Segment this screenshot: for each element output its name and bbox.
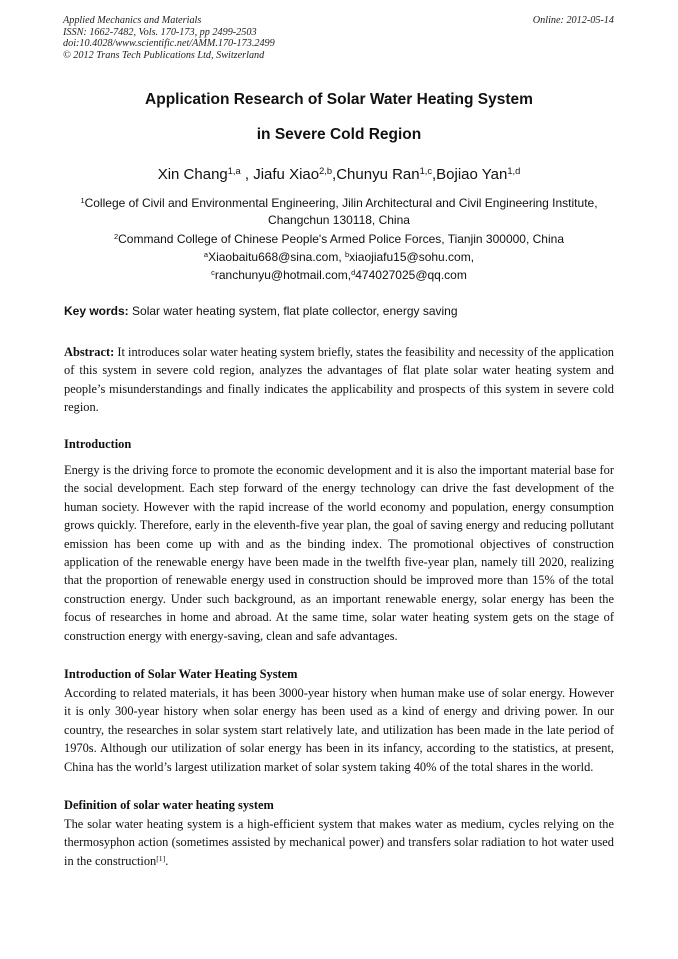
author-separator: , [240,166,254,183]
section-heading-definition: Definition of solar water heating system [64,798,274,812]
abstract-text: It introduces solar water heating system briefly, states the feasibility and necessity of the application of this system in severe cold region, analyzes the advantages of flat plate solar water heating system and people’s misunderstandings and finally indicates the applicability and prospects of this system in severe cold region. [64,345,614,415]
definition-end: . [165,853,169,868]
introduction-paragraph: Energy is the driving force to promote the economic development and it is also the important material base for the social development. Each step forward of the energy technology can drive the fast development of the human society. However with the rapid increase of the world economy and population, energy consumption grows quickly. Therefore, early in the eleventh-five year plan, the goal of saving energy and reducing pollutant emission has been come up with and as the binding index. The promotional objectives of construction application of the renewable energy have been made in the twelfth five-year plan, namely till 2020, realizing that the proportion of renewable energy used in construction should be improved more than 15% of the total construction energy. Under such background, as an important renewable energy, solar energy has been the focus of researches in home and abroad. At the same time, solar water heating system gets on the stage of construction energy with energy-saving, clean and safe advantages. [64,463,614,643]
paper-title-line-2: in Severe Cold Region [256,126,422,143]
definition-paragraph [64,815,614,870]
email-sup: d [351,267,356,277]
affiliation-text: College of Civil and Environmental Engineering, Jilin Architectural and Civil Engineering Institute, [84,196,598,210]
journal-copyright: © 2012 Trans Tech Publications Ltd, Switzerland [63,49,265,61]
keywords [64,304,616,318]
email-sup: a [203,249,209,259]
author-separator: , [432,166,437,183]
keywords-label: Key words: [64,304,129,318]
email-address-c[interactable]: ranchunyu@hotmail.com, [214,268,352,282]
journal-name: Applied Mechanics and Materials [63,15,202,26]
affiliation-text: Command College of Chinese People's Armed Police Forces, Tianjin 300000, China [118,232,564,246]
author-list [60,166,618,183]
section-heading-intro-swhs: Introduction of Solar Water Heating System [64,667,298,681]
email-address-a[interactable]: Xiaobaitu668@sina.com, [208,250,345,264]
keywords-text: Solar water heating system, flat plate collector, energy saving [128,304,458,318]
affiliation-2 [60,231,618,247]
email-address-b[interactable]: xiaojiafu15@sohu.com, [349,250,475,264]
author-name: Bojiao Yan [436,166,508,183]
author-affil-sup: 2,b [319,165,333,176]
email-sup: b [345,249,350,259]
email-address-d[interactable]: 474027025@qq.com [355,268,467,282]
affiliation-sup: 1 [80,195,85,205]
affiliation-1-line-2: Changchun 130118, China [268,213,410,227]
email-line-1 [60,249,618,265]
author-affil-sup: 1,a [227,165,241,176]
author-name: Xin Chang [157,166,228,183]
definition-text: The solar water heating system is a high-efficient system that makes water as medium, cycles relying on the thermosyphon action (sometimes assisted by mechanical power) and transfers solar radiation to hot water used in the construction [64,817,614,868]
author-separator: , [332,166,337,183]
paper-title-line-1: Application Research of Solar Water Heating System [145,91,533,108]
online-date: Online: 2012-05-14 [532,15,614,26]
author-name: Jiafu Xiao [253,166,320,183]
affiliation-1-line-1 [60,195,618,211]
affiliation-sup: 2 [113,231,119,241]
abstract-label: Abstract: [64,345,115,359]
email-line-2 [60,267,618,283]
section-heading-introduction: Introduction [64,437,132,451]
journal-header [63,15,275,61]
author-name: Chunyu Ran [336,166,420,183]
abstract [64,343,614,417]
intro-swhs-paragraph: According to related materials, it has been 3000-year history when human make use of solar energy. However it is only 300-year history when solar energy has been used as a kind of energy and driving power. In our country, the researches in solar system start relatively late, and utilization has been made in the late period of 1970s. Although our utilization of solar energy has been in its infancy, according to the statistics, at present, China has the world’s largest utilization market of solar system taking 40% of the total shares in the world. [64,686,614,774]
email-sup: c [211,267,215,277]
author-affil-sup: 1,d [507,165,521,176]
journal-issn: ISSN: 1662-7482, Vols. 170-173, pp 2499-2503 [63,26,257,38]
author-affil-sup: 1,c [419,165,432,176]
journal-doi[interactable]: doi:10.4028/www.scientific.net/AMM.170-173.2499 [63,38,275,50]
citation-reference[interactable]: [1] [156,853,166,863]
